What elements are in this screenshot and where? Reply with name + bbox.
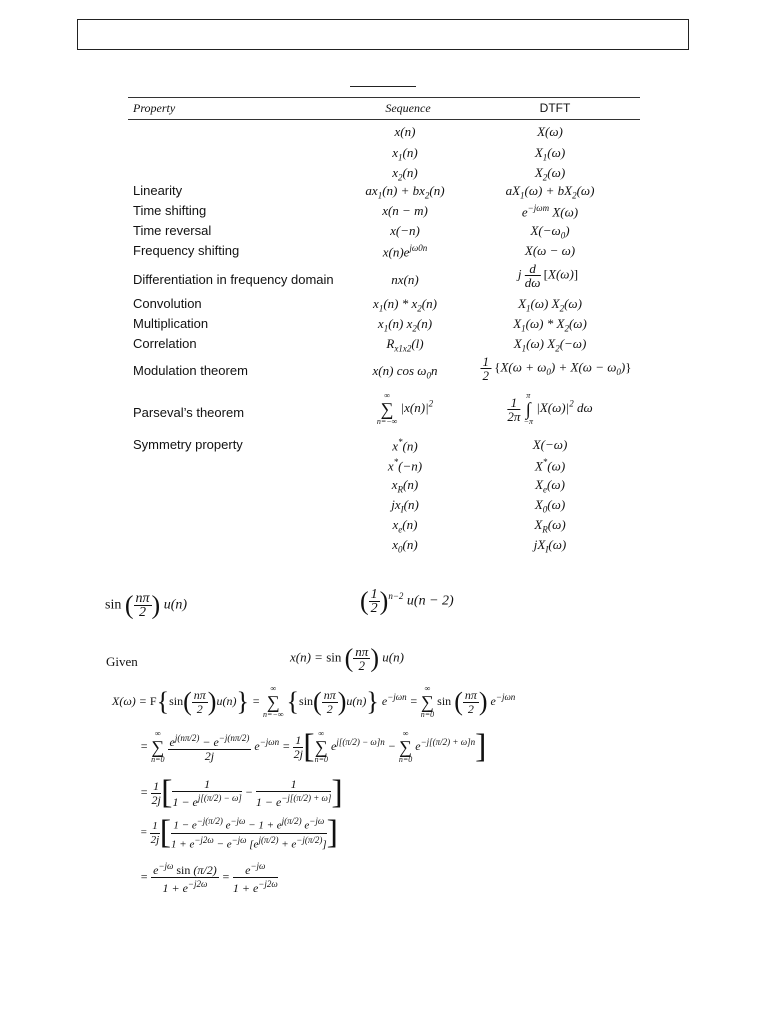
table-row-property: Time reversal bbox=[133, 223, 212, 238]
table-row-sequence: x(−n) bbox=[390, 223, 420, 238]
table-row-dtft: $X_1(\omega) * X_2(\omega)$ bbox=[513, 316, 587, 334]
table-row-dtft: X(ω − ω) bbox=[524, 243, 576, 258]
table-row-dtft: $X_R(\omega)$ bbox=[534, 517, 566, 535]
table-row-sequence: x(n) $\cos \omega_0n$ bbox=[372, 363, 438, 381]
problem-1: sin ( $\frac{n\pi}{2}$ ) u(n) bbox=[105, 590, 188, 620]
table-row-dtft: X*(ω) bbox=[534, 457, 566, 474]
problem-2: ( $\frac{1}{2}$ )$^{n-2}$ u(n − 2) bbox=[360, 586, 454, 616]
table-row-property: Convolution bbox=[133, 296, 202, 311]
solution-line-5: = $\frac{e^{-j\omega} \sin (\pi/2)}{1 + e^{-j2\omega}}$ = $\frac{e^{-j\omega}}{1 + e^{-j2\omega}}$ bbox=[140, 861, 278, 895]
table-row-property: Correlation bbox=[133, 336, 197, 351]
table-row-sequence: $x(n)e^{j\omega 0n}$ bbox=[382, 243, 428, 260]
table-row-property: Frequency shifting bbox=[133, 243, 240, 258]
table-row-sequence: x*(n) bbox=[392, 437, 418, 454]
table-row-dtft: X(ω) bbox=[537, 124, 563, 139]
table-row-sequence: x(n − m) bbox=[382, 203, 428, 218]
table-row-sequence: $jx_I(n)$ bbox=[391, 497, 419, 515]
table-row-sequence: $x_1(n)$ bbox=[392, 145, 418, 163]
given-expression: x(n) = sin ( $\frac{n\pi}{2}$ ) u(n) bbox=[290, 643, 404, 673]
table-row-sequence: $x_1(n)$ $x_2(n)$ bbox=[377, 316, 433, 334]
table-row-sequence: x*(−n) bbox=[387, 457, 423, 474]
table-row-sequence: $x_0(n)$ bbox=[392, 537, 418, 555]
table-row-dtft: $X_0(\omega)$ bbox=[534, 497, 566, 515]
table-row-dtft: $\frac{1}{2}$ $\{X(\omega + \omega_0) + X(\omega - \omega_0)\}$ bbox=[482, 354, 632, 383]
solution-line-1: X(ω) = F{sin( $\frac{n\pi}{2}$ )u(n)} = ∞ ∑ n=−∞ {sin( $\frac{n\pi}{2}$ )u(n)} $e^{-j\omega n}$ = ∞ ∑ n=0 sin ( $\frac{n\pi}{2}$ ) $e^{-j\omega n}$ bbox=[112, 684, 516, 719]
table-row-sequence: ∞ ∑ n=−∞ $|x(n)|^2$ bbox=[376, 391, 434, 426]
table-row-dtft: $\frac{1}{2\pi}$ π ∫ −π $|X(\omega)|^2$ dω bbox=[507, 391, 593, 426]
solution-line-4: = $\frac{1}{2j}$ [ $\frac{1 - e^{-j(\pi/2)} e^{-j\omega} - 1 + e^{j(\pi/2)} e^{-j\omega}}{1 + e^{-j2\omega} - e^{-j\omega} [e^{j(\pi/2)} + e^{-j(\pi/2)}]}$ ] bbox=[140, 814, 338, 852]
col-header-dtft: DTFT bbox=[539, 101, 571, 115]
table-row-sequence: $ax_1(n) + bx_2(n)$ bbox=[365, 183, 445, 201]
table-row-property: Linearity bbox=[133, 183, 183, 198]
solution-line-3: = $\frac{1}{2j}$ [ $\frac{1}{1 - e^{j[(\pi/2) - \omega]}}$ − $\frac{1}{1 - e^{-j[(\pi/2) + \omega]}}$ ] bbox=[140, 774, 343, 811]
table-row-sequence: x(n) bbox=[394, 124, 416, 139]
table-row-property: Parseval’s theorem bbox=[133, 405, 245, 420]
given-label: Given bbox=[106, 654, 138, 669]
table-row-sequence: $x_e(n)$ bbox=[392, 517, 418, 535]
table-row-dtft: j $\frac{d}{d\omega}$ [X(ω)] bbox=[517, 261, 579, 290]
table-top-rule bbox=[128, 97, 640, 98]
table-row-sequence: nx(n) bbox=[391, 272, 419, 287]
table-row-dtft: $X_1(\omega)$ $X_2(\omega)$ bbox=[518, 296, 582, 314]
table-row-dtft: $X_1(\omega)$ $X_2(-\omega)$ bbox=[513, 336, 587, 354]
table-row-sequence: $R_{x1x2}(l)$ bbox=[386, 336, 424, 354]
top-rule bbox=[350, 86, 416, 87]
table-row-dtft: $X_e(\omega)$ bbox=[535, 477, 565, 495]
table-row-property: Symmetry property bbox=[133, 437, 243, 452]
table-row-property: Differentiation in frequency domain bbox=[133, 272, 334, 287]
table-header-rule bbox=[128, 119, 640, 120]
header-box bbox=[77, 19, 689, 50]
solution-line-2: = ∞ ∑ n=0 $\frac{e^{j(n\pi/2)} - e^{-j(n\pi/2)}}{2j}$ $e^{-j\omega n}$ = $\frac{1}{2j}$ [ ∞ ∑ n=0 $e^{j[(\pi/2) - \omega]n}$ − ∞ ∑ n=0 $e^{-j[(\pi/2) + \omega]n}$] bbox=[140, 728, 487, 765]
table-row-dtft: $X(-\omega_0)$ bbox=[530, 223, 570, 241]
col-header-property: Property bbox=[133, 101, 176, 115]
table-row-property: Time shifting bbox=[133, 203, 207, 218]
table-row-dtft: $e^{-j\omega m}$ X(ω) bbox=[521, 203, 579, 220]
table-row-dtft: $jX_I(\omega)$ bbox=[533, 537, 567, 555]
table-row-property: Multiplication bbox=[133, 316, 209, 331]
table-row-dtft: $aX_1(\omega) + bX_2(\omega)$ bbox=[505, 183, 595, 201]
table-row-dtft: X(−ω) bbox=[532, 437, 568, 452]
table-row-dtft: $X_2(\omega)$ bbox=[534, 165, 566, 183]
table-row-property: Modulation theorem bbox=[133, 363, 248, 378]
table-row-sequence: $x_2(n)$ bbox=[392, 165, 418, 183]
table-row-dtft: $X_1(\omega)$ bbox=[534, 145, 566, 163]
col-header-sequence: Sequence bbox=[385, 101, 431, 115]
table-row-sequence: $x_1(n) * x_2(n)$ bbox=[373, 296, 437, 314]
table-row-sequence: $x_R(n)$ bbox=[391, 477, 419, 495]
